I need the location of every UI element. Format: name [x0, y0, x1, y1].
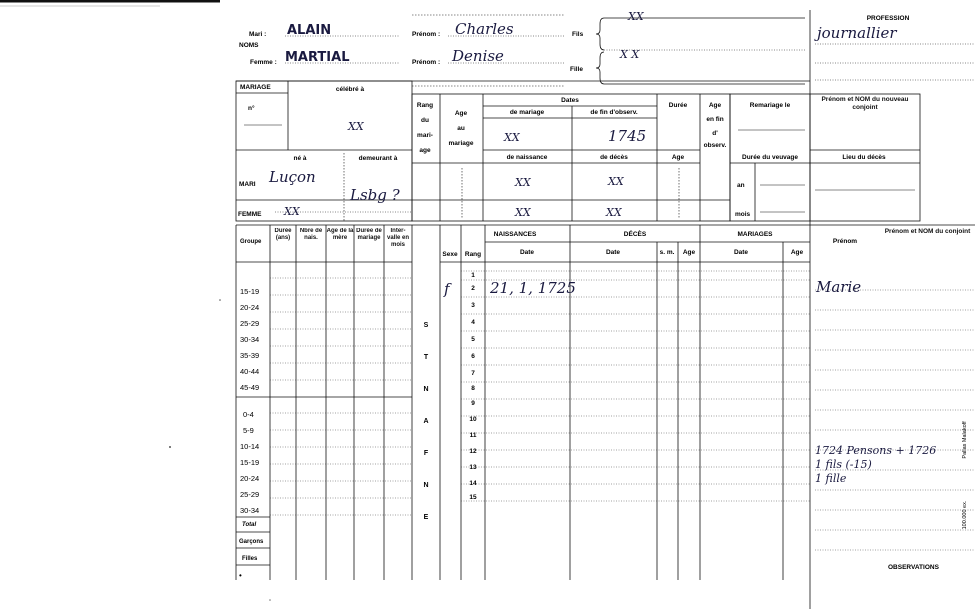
children-table-grid [236, 225, 975, 580]
husband-residence[interactable]: Lsbg ? [350, 186, 400, 204]
group-a-row: 30-34 [240, 335, 260, 344]
group-a-row: 35-39 [240, 351, 260, 360]
wife-first-name[interactable]: Denise [452, 47, 504, 65]
group-b-row: 10-14 [240, 442, 260, 451]
rang-number: 3 [471, 302, 475, 309]
dates-label: Dates [561, 97, 579, 104]
veuvage-an-label: an [737, 182, 745, 189]
husband-birthplace[interactable]: Luçon [269, 168, 316, 186]
naissances-header: NAISSANCES [493, 231, 537, 238]
rang-mariage-label-2: du [421, 117, 429, 124]
mariage-title: MARIAGE [240, 84, 271, 91]
profession-value[interactable]: journallier [817, 24, 897, 42]
sm-header: s. m. [659, 249, 675, 256]
mariage-no-label: n° [248, 105, 255, 112]
deces-header: DÉCÈS [623, 231, 647, 238]
femme-label: Femme : [250, 59, 277, 66]
de-mariage-label: de mariage [509, 109, 545, 116]
enfants-letter: S [423, 322, 429, 329]
group-b-row: 30-34 [240, 506, 260, 515]
rang-mariage-label-3: mari- [417, 132, 433, 139]
child-2-sexe[interactable]: f [444, 280, 450, 298]
bullet-mark: • [239, 571, 242, 580]
group-a-row: 40-44 [240, 367, 260, 376]
groupe-header: Groupe [240, 239, 262, 245]
fils-label: Fils [572, 31, 584, 38]
nouveau-conjoint-label: Prénom et NOM du nouveau conjoint [821, 96, 909, 111]
naissance-date-header: Date [519, 249, 535, 256]
nbre-nais-header: Nbre de nais. [299, 228, 323, 241]
duree-label: Durée [668, 102, 688, 109]
observations-label: OBSERVATIONS [888, 564, 939, 571]
print-count-note: 100.000 ex. [962, 500, 968, 530]
enfants-letter: F [423, 450, 429, 457]
rang-mariage-label-1: Rang [416, 102, 434, 109]
children-table-dotted-rows [270, 271, 975, 550]
note-line-3[interactable]: 1 fille [815, 472, 847, 485]
ne-a-label: né à [293, 155, 307, 162]
mariage-age-header: Age [790, 249, 804, 256]
mariages-header: MARIAGES [737, 231, 773, 238]
husband-first-name[interactable]: Charles [455, 20, 514, 38]
de-deces-label: de décès [600, 154, 628, 161]
rang-number: 2 [471, 285, 475, 292]
wife-prenom-label: Prénom : [412, 59, 441, 66]
rang-number: 6 [471, 353, 475, 360]
group-a-row: 25-29 [240, 319, 260, 328]
filles-mark[interactable]: X X [620, 48, 640, 61]
husband-birth-date[interactable]: XX [515, 176, 531, 189]
age-label: Age [671, 154, 685, 161]
lieu-deces-label: Lieu du décès [842, 154, 886, 161]
age-mariage-label-1: Age [454, 110, 468, 117]
wife-birth-date[interactable]: XX [515, 206, 531, 219]
rang-number: 15 [469, 494, 477, 501]
remariage-label: Remariage le [749, 102, 791, 109]
mariage-date-header: Date [733, 249, 749, 256]
end-observation-value[interactable]: 1745 [608, 127, 647, 145]
rang-mariage-label-4: age [419, 147, 431, 154]
wife-surname[interactable]: MARTIAL [285, 50, 350, 65]
husband-surname[interactable]: ALAIN [287, 23, 332, 38]
group-a-row: 20-24 [240, 303, 260, 312]
rang-number: 1 [471, 272, 475, 279]
child-2-birth-date[interactable]: 21, 1, 1725 [490, 279, 576, 297]
age-mariage-label-2: au [457, 125, 465, 132]
rang-number: 12 [469, 448, 477, 455]
rang-number: 10 [469, 416, 477, 423]
rang-number: 9 [471, 400, 475, 407]
age-fin-label-1: Age [708, 102, 722, 109]
enfants-letter: N [423, 386, 429, 393]
intervalle-header: Inter-valle en mois [386, 228, 409, 248]
age-fin-label-4: observ. [703, 142, 727, 149]
enfant-prenom-header: Prénom [832, 238, 858, 245]
rang-number: 4 [471, 319, 475, 326]
group-a-row: 45-49 [240, 383, 260, 392]
child-2-prenom[interactable]: Marie [816, 278, 862, 296]
group-b-row: 15-19 [240, 458, 260, 467]
age-groups-a [240, 287, 259, 392]
filles-total-label: Filles [242, 556, 258, 562]
celebre-label: célébré à [335, 86, 365, 93]
noms-label: NOMS [239, 42, 259, 49]
rang-number: 7 [471, 370, 475, 377]
enfants-vertical-word [423, 322, 428, 521]
rang-number: 5 [471, 336, 475, 343]
enfants-letter: E [423, 514, 429, 521]
printer-note: Pallas Malakoff [962, 421, 968, 459]
wife-birthplace[interactable]: XX [284, 205, 300, 218]
veuvage-mois-label: mois [735, 211, 751, 218]
mari-label: Mari : [249, 31, 267, 38]
filles-label: Fille [570, 66, 584, 73]
group-a-row: 15-19 [240, 287, 260, 296]
top-mark[interactable]: XX [628, 10, 644, 23]
group-b-row: 0-4 [243, 410, 254, 419]
duree-veuvage-label: Durée du veuvage [742, 154, 798, 161]
enfants-letter: A [423, 418, 429, 425]
group-b-row: 20-24 [240, 474, 260, 483]
femme-row-label: FEMME [238, 211, 262, 218]
celebre-value[interactable]: XX [348, 120, 364, 133]
enfants-letter: T [423, 354, 429, 361]
duree-mariage-header: Durée de mariage [356, 228, 382, 241]
enfants-letter: N [423, 482, 429, 489]
duree-ans-header: Durée (ans) [274, 228, 292, 241]
rang-number: 13 [469, 464, 477, 471]
age-groups-b [240, 410, 259, 515]
age-mariage-label-3: mariage [448, 140, 474, 147]
husband-death-date[interactable]: XX [608, 175, 624, 188]
de-naissance-label: de naissance [506, 154, 548, 161]
deces-date-header: Date [605, 249, 621, 256]
rang-number: 11 [469, 432, 477, 439]
group-b-row: 25-29 [240, 490, 260, 499]
note-line-1[interactable]: 1724 Pensons + 1726 [815, 444, 937, 457]
rang-number: 8 [471, 385, 475, 392]
demeurant-label: demeurant à [358, 155, 398, 162]
age-mere-header: Age de la mère [326, 228, 354, 241]
garcons-label: Garçons [239, 539, 264, 545]
rang-number: 14 [469, 480, 477, 487]
age-fin-label-3: d' [712, 130, 718, 137]
note-line-2[interactable]: 1 fils (-15) [815, 458, 872, 471]
fin-observ-label: de fin d'observ. [590, 109, 638, 116]
mari-row-label: MARI [239, 181, 256, 188]
total-label: Total [242, 522, 257, 528]
marriage-date-value[interactable]: XX [504, 131, 520, 144]
husband-prenom-label: Prénom : [412, 31, 441, 38]
sexe-header: Sexe [442, 251, 458, 258]
age-fin-label-2: en fin [706, 116, 724, 123]
conjoint-header: Prénom et NOM du conjoint [884, 228, 971, 235]
rang-header: Rang [464, 251, 482, 258]
wife-death-date[interactable]: XX [606, 206, 622, 219]
rang-numbers [469, 272, 477, 501]
deces-age-header: Age [682, 249, 696, 256]
profession-label: PROFESSION [866, 15, 910, 22]
group-b-row: 5-9 [243, 426, 254, 435]
